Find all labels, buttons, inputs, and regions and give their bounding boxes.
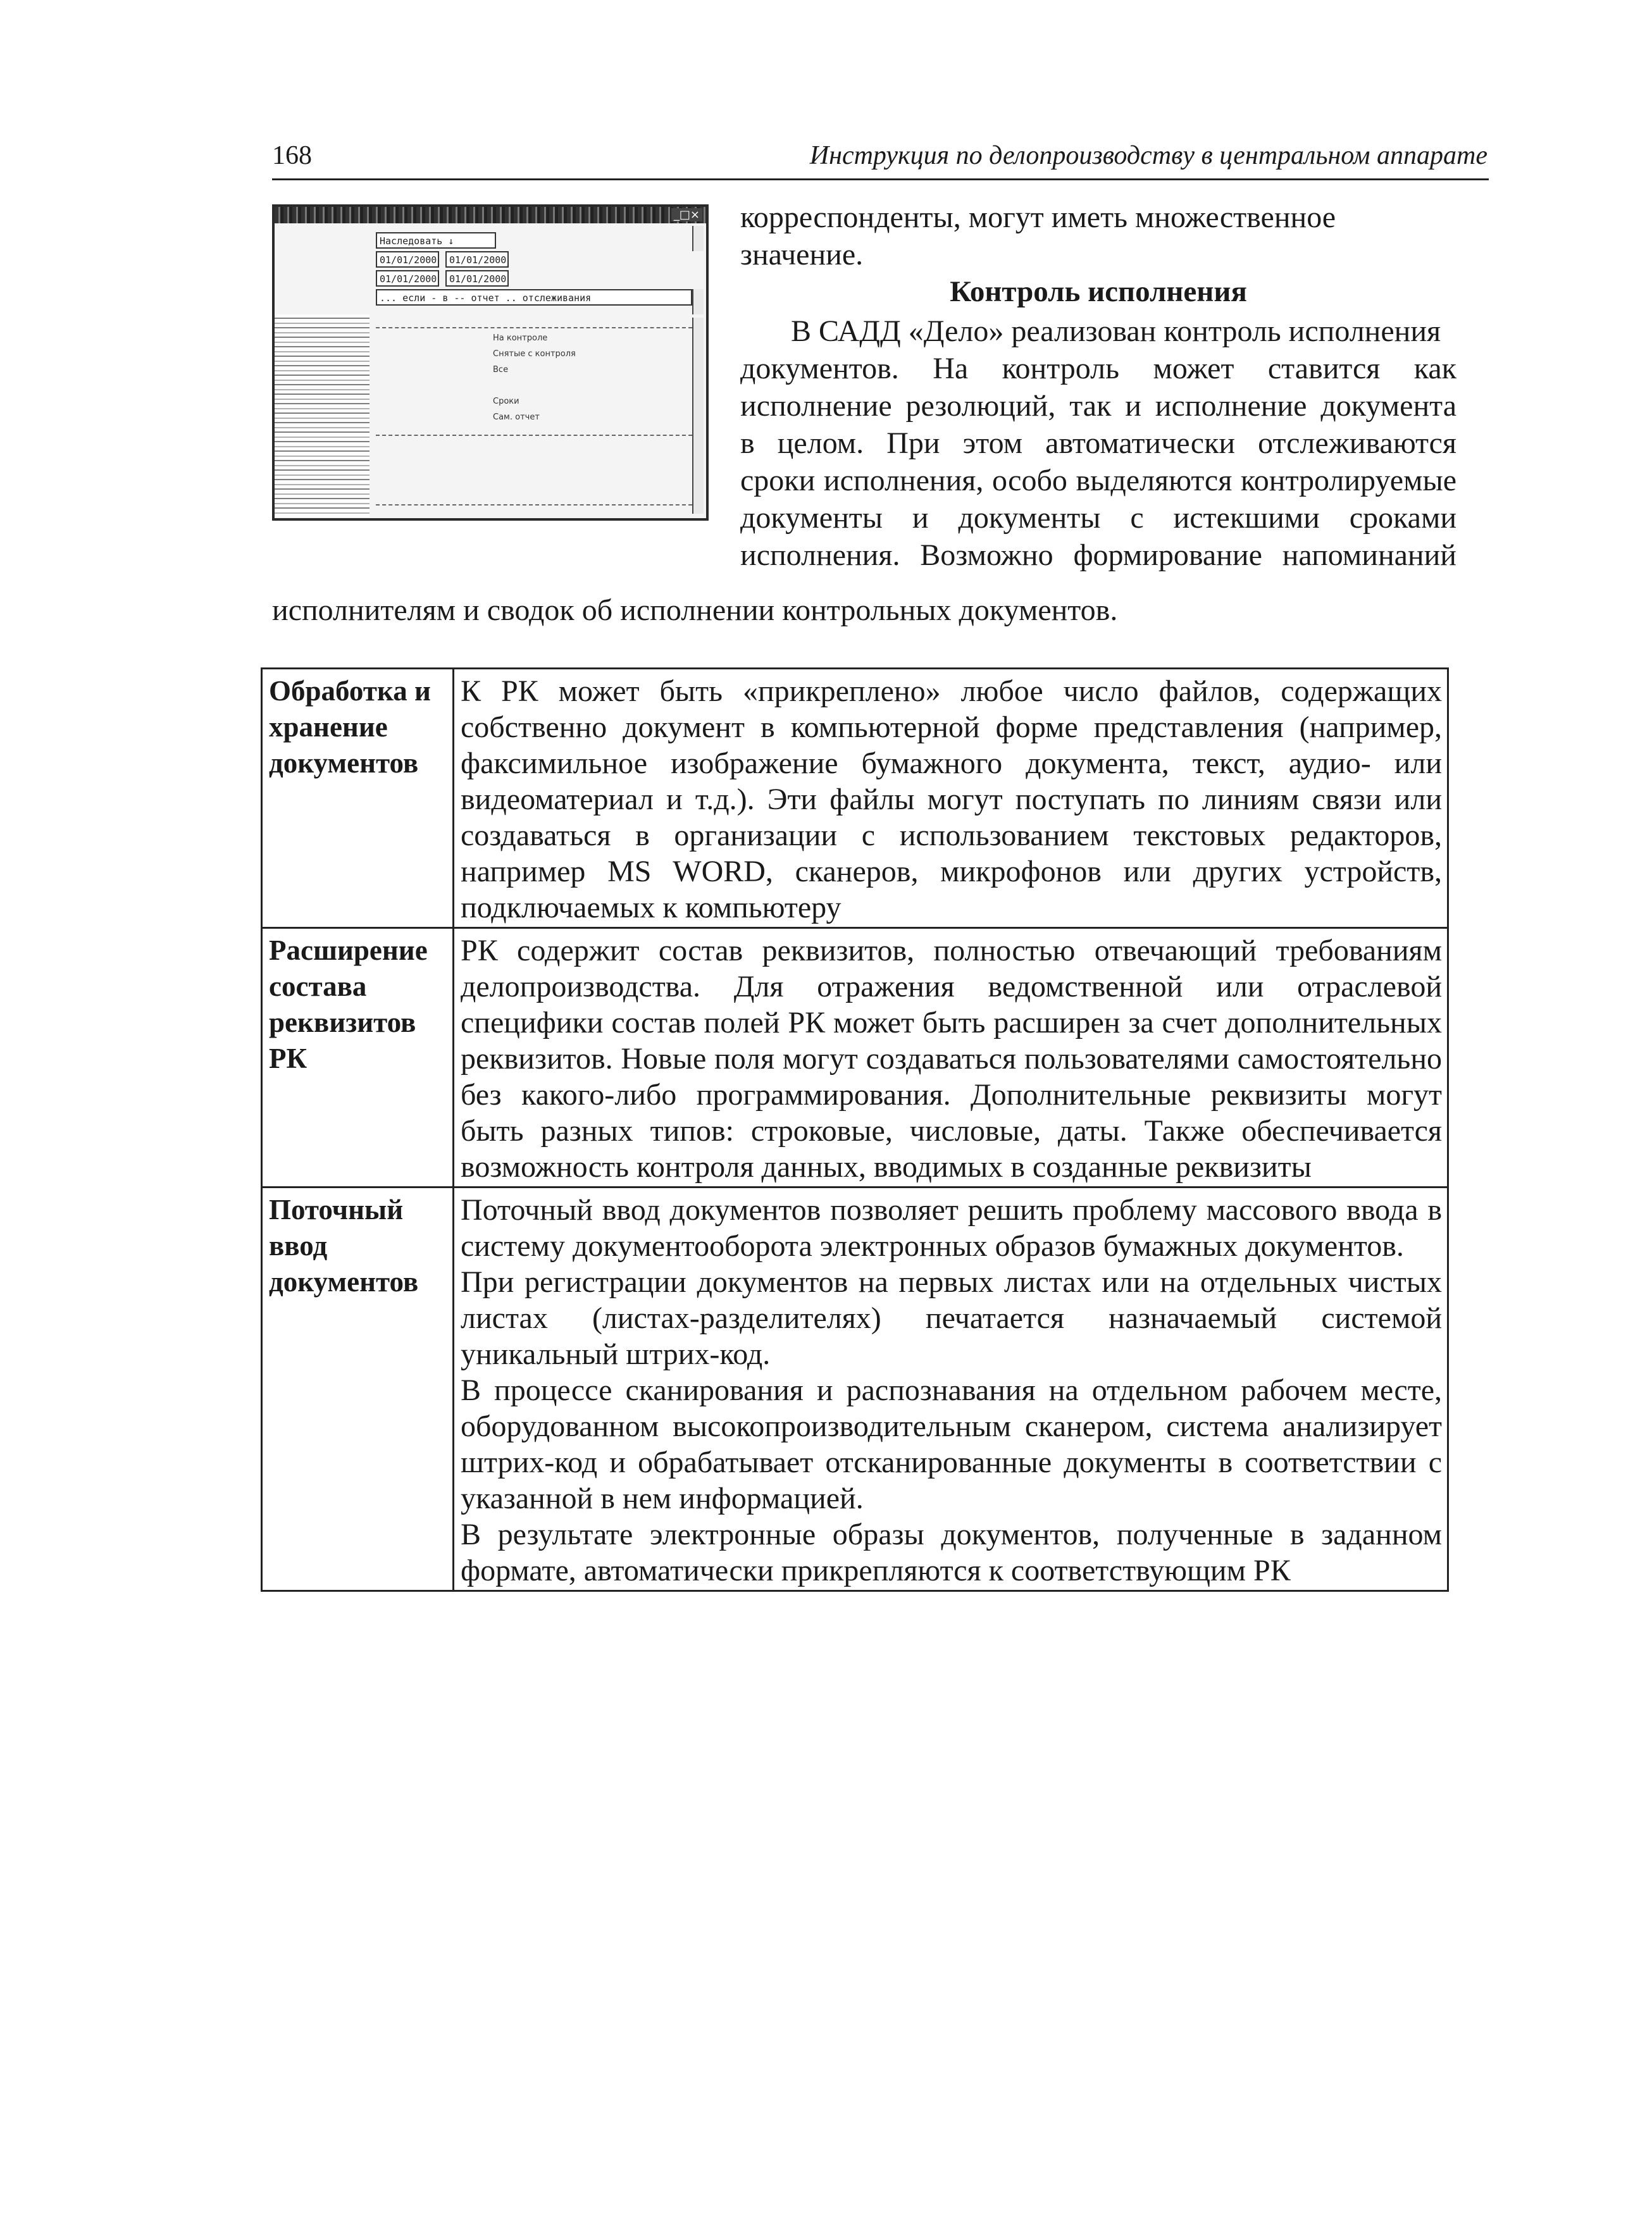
figure-divider: [376, 327, 692, 328]
feature-description: [454, 1188, 1448, 1591]
text-line: документов. На контроль может ставится как: [740, 352, 1456, 385]
text-line: сроки исполнения, особо выделяются контролируемые: [740, 464, 1456, 497]
header-rule: [272, 178, 1489, 180]
figure-long-field: ... если - в -- отчет .. отслеживания: [376, 289, 692, 306]
description-paragraph: РК содержит состав реквизитов, полностью отвечающий требованиям делопроизводства. Для отражения ведомственной или отраслевой специфики состав полей РК может быть расширен за счет дополнительных реквизитов. Новые поля могут создаваться пользователями самостоятельно без какого-либо программирования. Дополнительные реквизиты могут быть разных типов: строковые, числовые, даты. Также обеспечивается возможность контроля данных, вводимых в созданные реквизиты: [461, 934, 1442, 1184]
intro-paragraph: [740, 199, 1456, 273]
text-line: В САДД «Дело» реализован контроль исполнения: [791, 314, 1441, 348]
figure-date-field: 01/01/2000: [445, 251, 509, 268]
figure-radio: Все: [493, 365, 509, 375]
feature-name: Обработка и хранение документов: [262, 669, 454, 928]
figure-tree-panel: [275, 314, 370, 517]
description-paragraph: К РК может быть «прикреплено» любое число файлов, содержащих собственно документ в компьютерной форме представления (например, факсимильное изображение бумажного документа, текст, аудио- или видеоматериал и т.д.). Эти файлы могут поступать по линиям связи или создаваться в организации с использованием текстовых редакторов, например MS WORD, сканеров, микрофонов или других устройств, подключаемых к компьютеру: [461, 674, 1442, 924]
table-row: [262, 928, 1448, 1188]
screenshot-figure: [272, 204, 709, 521]
figure-scrollbar: [692, 318, 704, 514]
figure-radio: Сроки: [493, 397, 519, 406]
text-line: исполнение резолюций, так и исполнение документа: [740, 389, 1456, 423]
figure-divider: [376, 504, 692, 505]
features-table: [261, 667, 1449, 1592]
table-row: [262, 1188, 1448, 1591]
figure-date-field: 01/01/2000: [376, 270, 439, 287]
figure-date-field: 01/01/2000: [376, 251, 439, 268]
description-paragraph: Поточный ввод документов позволяет решить проблему массового ввода в систему документооборота электронных образов бумажных документов.: [461, 1193, 1442, 1263]
description-paragraph: В процессе сканирования и распознавания на отдельном рабочем месте, оборудованном высокопроизводительным сканером, система анализирует штрих-код и обрабатывает отсканированные документы в соответствии с указанной в нем информацией.: [461, 1374, 1442, 1515]
figure-field: Наследовать ↓: [376, 232, 496, 249]
table-row: [262, 669, 1448, 928]
feature-description: [454, 928, 1448, 1188]
running-head: Инструкция по делопроизводству в центральном аппарате: [809, 141, 1487, 170]
text-line: исполнения. Возможно формирование напоминаний: [740, 538, 1456, 572]
text-line: документы и документы с истекшими сроками: [740, 501, 1456, 535]
text-line: в целом. При этом автоматически отслеживаются: [740, 426, 1456, 460]
section-heading: Контроль исполнения: [950, 275, 1247, 308]
text-line: исполнителям и сводок об исполнении контрольных документов.: [272, 593, 1118, 627]
figure-divider: [376, 435, 692, 436]
figure-scrollbar: [692, 289, 704, 314]
figure-radio: Сам. отчет: [493, 412, 540, 422]
description-paragraph: В результате электронные образы документов, полученные в заданном формате, автоматически прикрепляются к соответствующим РК: [461, 1518, 1442, 1587]
description-paragraph: При регистрации документов на первых листах или на отдельных чистых листах (листах-разделителях) печатается назначаемый системой уникальный штрих-код.: [461, 1265, 1442, 1371]
feature-name: Расширение состава реквизитов РК: [262, 928, 454, 1188]
figure-radio: Снятые с контроля: [493, 349, 576, 359]
figure-scrollbar: [692, 226, 704, 251]
text-line: корреспонденты, могут иметь множественное: [740, 201, 1336, 234]
figure-date-field: 01/01/2000: [445, 270, 509, 287]
page-number: 168: [272, 141, 312, 170]
text-line: значение.: [740, 238, 864, 271]
feature-description: [454, 669, 1448, 928]
figure-titlebar: [275, 207, 706, 223]
figure-radio: На контроле: [493, 333, 548, 343]
window-buttons-icon: _□×: [671, 208, 702, 221]
feature-name: Поточный ввод документов: [262, 1188, 454, 1591]
section-paragraph: [740, 313, 1456, 574]
